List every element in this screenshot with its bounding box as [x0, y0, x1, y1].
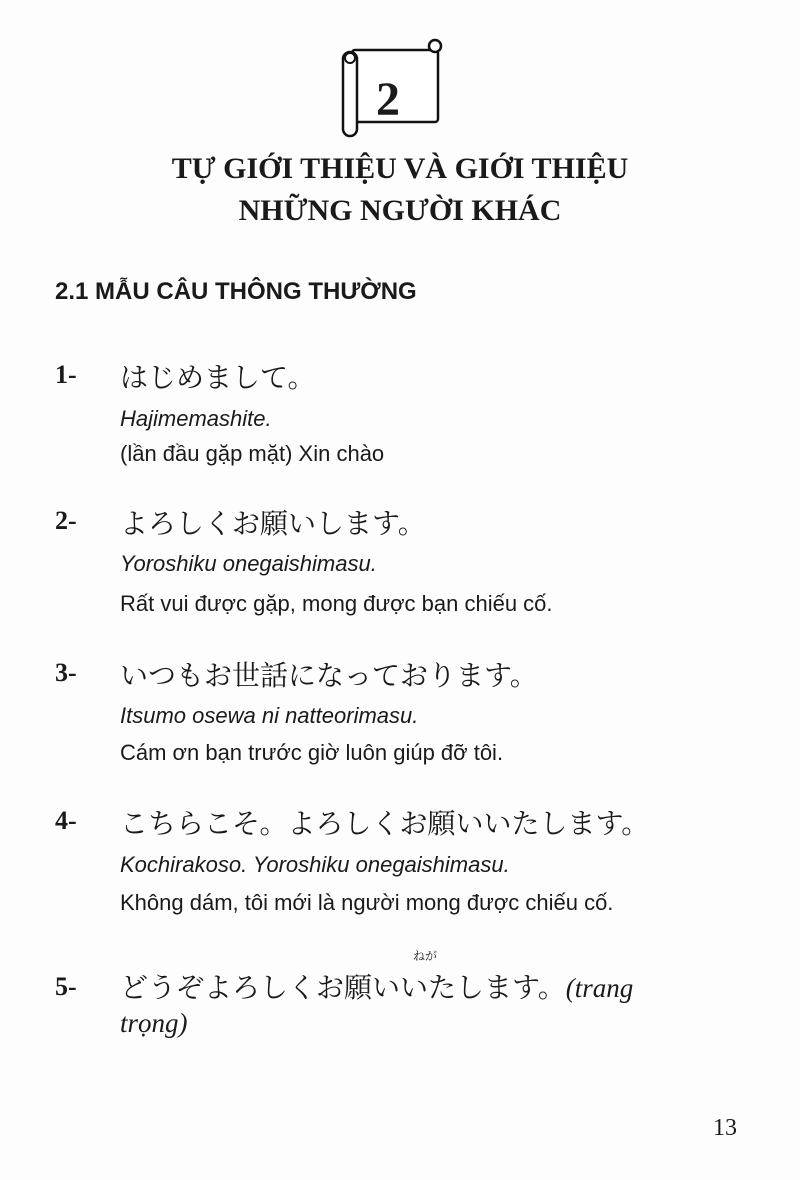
chapter-title-line1: TỰ GIỚI THIỆU VÀ GIỚI THIỆU	[171, 152, 629, 185]
register-note: (trang	[565, 973, 634, 1003]
vietnamese-translation: Cám ơn bạn trước giờ luôn giúp đỡ tôi.	[120, 740, 504, 765]
romaji: Itsumo osewa ni natteorimasu.	[120, 703, 419, 728]
vietnamese-translation: Rất vui được gặp, mong được bạn chiếu cố.	[120, 591, 553, 616]
register-note-continued: trọng)	[120, 1008, 188, 1038]
romaji: Kochirakoso. Yoroshiku onegaishimasu.	[120, 852, 510, 877]
romaji: Yoroshiku onegaishimasu.	[120, 551, 377, 576]
section-heading: 2.1 MẪU CÂU THÔNG THƯỜNG	[55, 278, 417, 305]
furigana: ねが	[413, 949, 438, 963]
chapter-title-line2: NHỮNG NGƯỜI KHÁC	[238, 194, 562, 227]
romaji: Hajimemashite.	[120, 406, 272, 431]
japanese-phrase: いつもお世話になっております。	[120, 659, 538, 692]
chapter-number: 2	[376, 73, 400, 126]
item-number: 1-	[55, 360, 77, 389]
japanese-phrase: よろしくお願いします。	[120, 507, 426, 540]
vietnamese-translation: Không dám, tôi mới là người mong được chiếu cố.	[120, 890, 614, 915]
vietnamese-translation: (lần đầu gặp mặt) Xin chào	[120, 441, 385, 466]
item-number: 3-	[55, 658, 77, 687]
japanese-phrase: こちらこそ。よろしくお願いいたします。	[120, 807, 650, 840]
item-number: 2-	[55, 506, 77, 535]
item-number: 4-	[55, 806, 77, 835]
japanese-phrase-text: どうぞよろしくお願いいたします。	[120, 971, 566, 1004]
item-number: 5-	[55, 972, 77, 1001]
page-number: 13	[713, 1115, 737, 1141]
japanese-phrase	[120, 966, 633, 1006]
japanese-phrase: はじめまして。	[120, 361, 316, 394]
